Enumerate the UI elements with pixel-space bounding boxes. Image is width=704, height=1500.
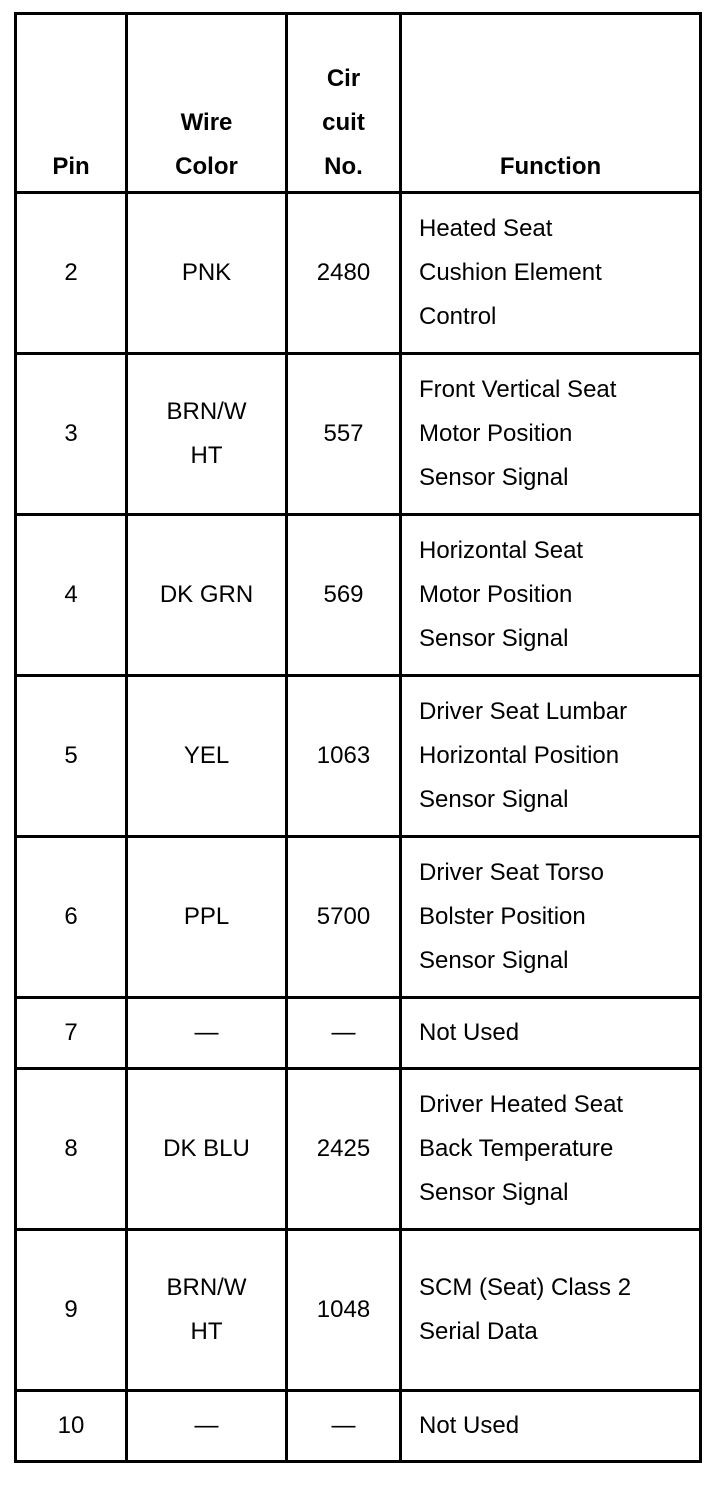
pin-function-table xyxy=(14,12,702,1463)
table-row xyxy=(16,1230,701,1391)
cell-text: 7 xyxy=(64,1019,78,1046)
circuit-cell xyxy=(287,676,401,837)
wire-color-cell xyxy=(127,515,287,676)
circuit-cell xyxy=(287,515,401,676)
table-row xyxy=(16,1069,701,1230)
cell-text: 1063 xyxy=(316,742,371,769)
circuit-cell xyxy=(287,1391,401,1462)
cell-text: HT xyxy=(190,442,223,469)
wire-color-cell xyxy=(127,193,287,354)
cell-text: Driver Heated Seat xyxy=(419,1091,624,1118)
table-row xyxy=(16,1391,701,1462)
wire-color-cell xyxy=(127,1230,287,1391)
cell-text: BRN/W xyxy=(166,1274,247,1301)
pin-cell xyxy=(16,998,127,1069)
cell-text: — xyxy=(331,1412,356,1439)
cell-text: 3 xyxy=(64,420,78,447)
wire-color-cell xyxy=(127,998,287,1069)
cell-text: Horizontal Seat xyxy=(419,537,584,564)
cell-text: 5 xyxy=(64,742,78,769)
cell-text: Sensor Signal xyxy=(419,1179,569,1206)
cell-text: SCM (Seat) Class 2 xyxy=(419,1274,632,1301)
cell-text: Sensor Signal xyxy=(419,786,569,813)
cell-text: Not Used xyxy=(419,1412,520,1439)
cell-text: 1048 xyxy=(316,1296,371,1323)
wire-color-cell xyxy=(127,1391,287,1462)
pin-cell xyxy=(16,515,127,676)
cell-text: Bolster Position xyxy=(419,903,586,930)
pin-cell xyxy=(16,354,127,515)
circuit-cell xyxy=(287,193,401,354)
table-row xyxy=(16,837,701,998)
circuit-cell xyxy=(287,1069,401,1230)
cell-text: Motor Position xyxy=(419,420,573,447)
header-wire-color: Wire Color xyxy=(127,14,287,193)
cell-text: — xyxy=(194,1019,219,1046)
cell-text: Driver Seat Lumbar xyxy=(419,698,628,725)
cell-text: Back Temperature xyxy=(419,1135,614,1162)
cell-text: Heated Seat xyxy=(419,215,553,242)
cell-text: 557 xyxy=(323,420,364,447)
table-row xyxy=(16,193,701,354)
cell-text: DK GRN xyxy=(159,581,254,608)
cell-text: Control xyxy=(419,303,497,330)
cell-text: Sensor Signal xyxy=(419,464,569,491)
function-cell xyxy=(401,193,701,354)
cell-text: Horizontal Position xyxy=(419,742,620,769)
cell-text: PNK xyxy=(181,259,232,286)
cell-text: 4 xyxy=(64,581,78,608)
pin-cell xyxy=(16,1391,127,1462)
cell-text: 10 xyxy=(57,1412,85,1439)
pin-cell xyxy=(16,1230,127,1391)
cell-text: — xyxy=(194,1412,219,1439)
cell-text: — xyxy=(331,1019,356,1046)
table-header-row xyxy=(16,14,701,193)
cell-text: Cushion Element xyxy=(419,259,602,286)
function-cell xyxy=(401,837,701,998)
table-row xyxy=(16,354,701,515)
cell-text: 5700 xyxy=(316,903,371,930)
cell-text: 8 xyxy=(64,1135,78,1162)
table-row xyxy=(16,998,701,1069)
header-function: Function xyxy=(401,14,701,193)
cell-text: 2 xyxy=(64,259,78,286)
header-pin: Pin xyxy=(16,14,127,193)
cell-text: Sensor Signal xyxy=(419,625,569,652)
pin-cell xyxy=(16,676,127,837)
function-cell xyxy=(401,1391,701,1462)
circuit-cell xyxy=(287,837,401,998)
circuit-cell xyxy=(287,354,401,515)
table-body xyxy=(16,193,701,1462)
cell-text: HT xyxy=(190,1318,223,1345)
function-cell xyxy=(401,1230,701,1391)
circuit-cell xyxy=(287,998,401,1069)
cell-text: 569 xyxy=(323,581,364,608)
cell-text: DK BLU xyxy=(163,1135,250,1162)
table-row xyxy=(16,676,701,837)
wire-color-cell xyxy=(127,1069,287,1230)
table-row xyxy=(16,515,701,676)
pin-cell xyxy=(16,193,127,354)
cell-text: Front Vertical Seat xyxy=(419,376,617,403)
function-cell xyxy=(401,515,701,676)
pin-cell xyxy=(16,1069,127,1230)
cell-text: 2480 xyxy=(316,259,371,286)
wire-color-cell xyxy=(127,837,287,998)
cell-text: PPL xyxy=(183,903,230,930)
cell-text: Driver Seat Torso xyxy=(419,859,604,886)
function-cell xyxy=(401,676,701,837)
circuit-cell xyxy=(287,1230,401,1391)
function-cell xyxy=(401,998,701,1069)
cell-text: Motor Position xyxy=(419,581,573,608)
cell-text: 6 xyxy=(64,903,78,930)
cell-text: Sensor Signal xyxy=(419,947,569,974)
cell-text: BRN/W xyxy=(166,398,247,425)
cell-text: 2425 xyxy=(316,1135,371,1162)
cell-text: Serial Data xyxy=(419,1318,538,1345)
cell-text: Not Used xyxy=(419,1019,520,1046)
pin-cell xyxy=(16,837,127,998)
header-circuit-no: Cir cuit No. xyxy=(287,14,401,193)
cell-text: YEL xyxy=(183,742,230,769)
wire-color-cell xyxy=(127,354,287,515)
cell-text: 9 xyxy=(64,1296,78,1323)
function-cell xyxy=(401,354,701,515)
wire-color-cell xyxy=(127,676,287,837)
function-cell xyxy=(401,1069,701,1230)
